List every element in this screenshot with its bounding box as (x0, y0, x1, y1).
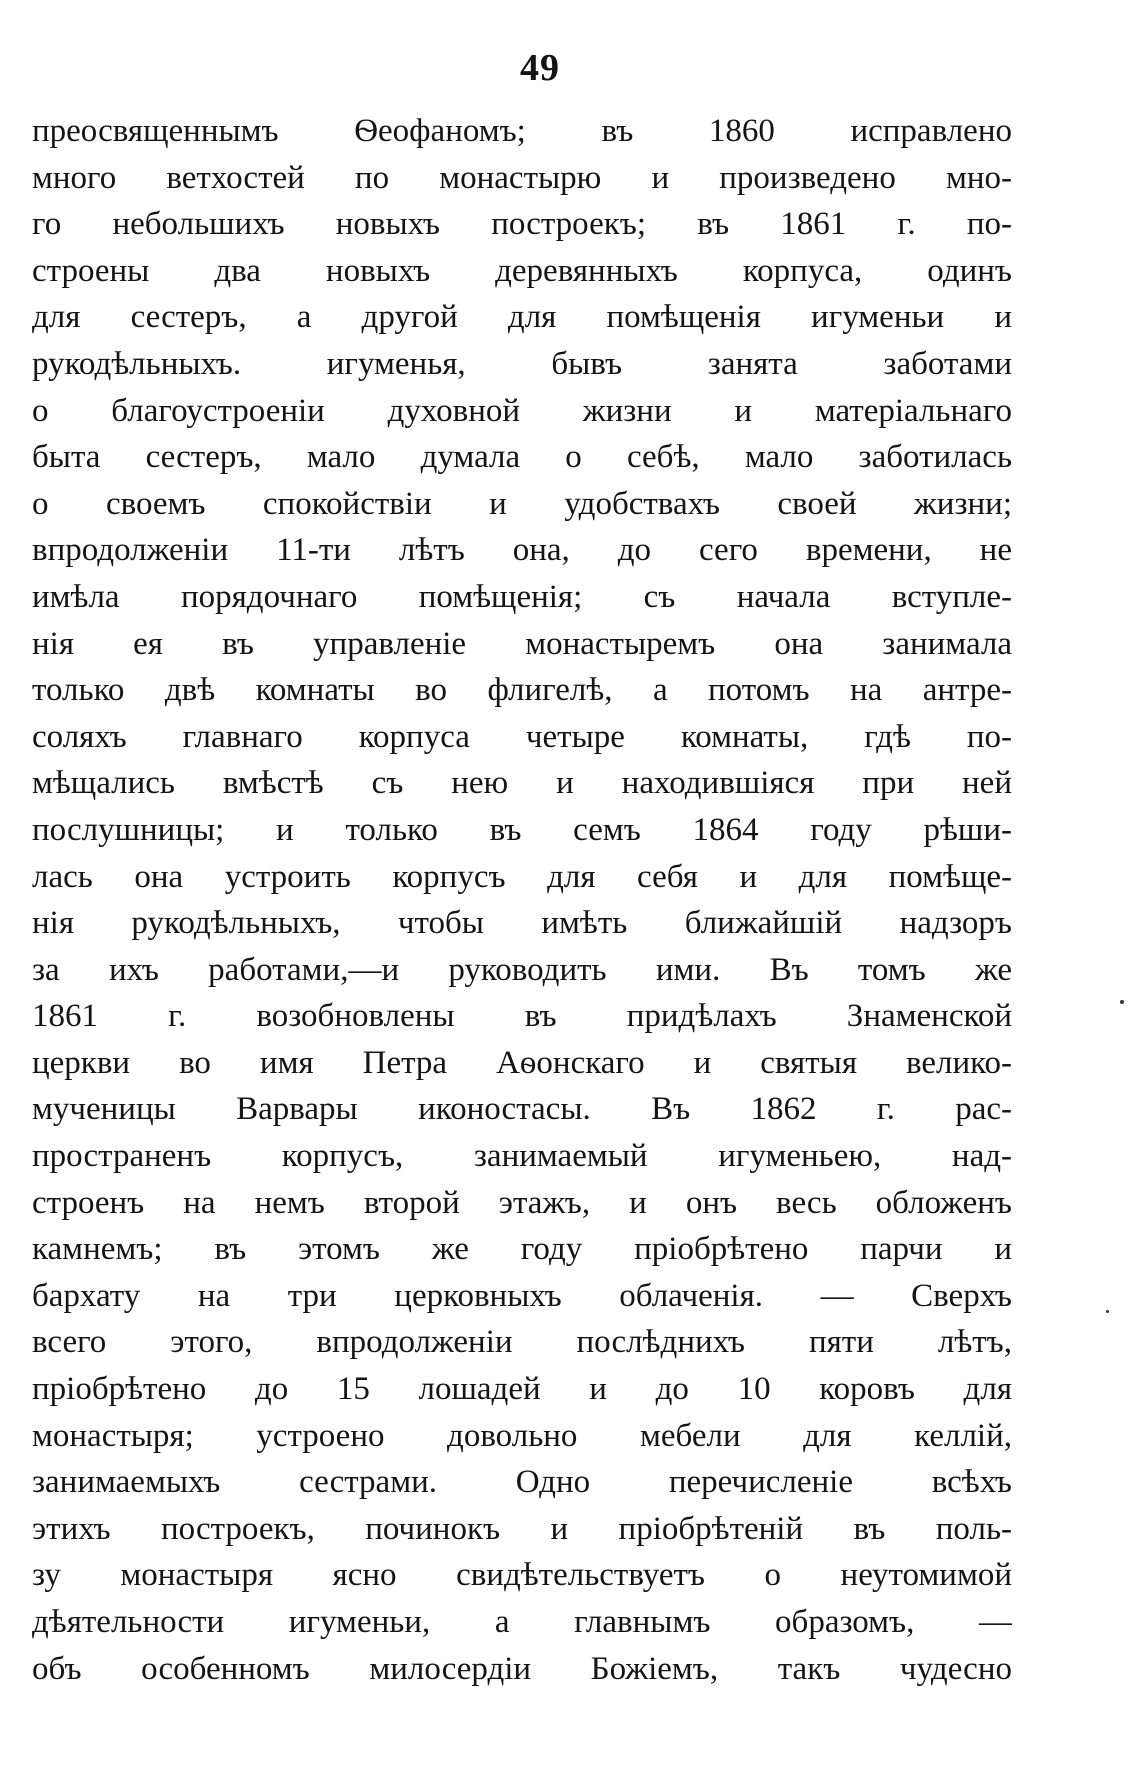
page-text (32, 108, 1012, 1692)
page-number: 49 (520, 47, 560, 89)
text-line: строены два новыхъ деревянныхъ корпуса, одинъ (32, 252, 1012, 289)
text-line: преосвященнымъ Ѳеофаномъ; въ 1860 исправлено (32, 113, 1012, 149)
text-line: занимаемыхъ сестрами. Одно перечисленіе всѣхъ (32, 1464, 1012, 1501)
text-line: монастыря; устроено довольно мебели для келлій, (32, 1417, 1012, 1454)
text-line: бархату на три церковныхъ облаченія. — Сверхъ (32, 1277, 1012, 1314)
text-line: этихъ построекъ, починокъ и пріобрѣтеній въ поль- (32, 1510, 1012, 1547)
text-line: имѣла порядочнаго помѣщенія; съ начала вступле- (32, 578, 1012, 615)
text-line: дѣятельности игуменьи, а главнымъ образомъ, — (32, 1604, 1012, 1640)
text-line: всего этого, впродолженіи послѣднихъ пяти лѣтъ, (32, 1324, 1012, 1361)
text-line: впродолженіи 11-ти лѣтъ она, до сего времени, не (32, 532, 1012, 569)
text-line: рукодѣльныхъ. игуменья, бывъ занята заботами (32, 345, 1012, 382)
text-line: 1861 г. возобновлены въ придѣлахъ Знаменской (32, 998, 1012, 1035)
scan-speck (1120, 1000, 1124, 1004)
text-line: пространенъ корпусъ, занимаемый игуменьею, над- (32, 1138, 1012, 1175)
text-line: соляхъ главнаго корпуса четыре комнаты, гдѣ по- (32, 718, 1012, 755)
text-line: го небольшихъ новыхъ построекъ; въ 1861 г. по- (32, 206, 1012, 243)
text-line: послушницы; и только въ семъ 1864 году рѣши- (32, 811, 1012, 848)
text-line: объ особенномъ милосердіи Божіемъ, такъ чудесно (32, 1650, 1012, 1687)
text-line: о своемъ спокойствіи и удобствахъ своей жизни; (32, 485, 1012, 522)
text-line: мѣщались вмѣстѣ съ нею и находившіяся при ней (32, 765, 1012, 802)
text-line: много ветхостей по монастырю и произведено мно- (32, 159, 1012, 196)
text-line: о благоустроеніи духовной жизни и матеріальнаго (32, 392, 1012, 429)
text-line: лась она устроить корпусъ для себя и для помѣще- (32, 858, 1012, 895)
text-line: нія рукодѣльныхъ, чтобы имѣть ближайшій надзоръ (32, 905, 1012, 942)
text-line: быта сестеръ, мало думала о себѣ, мало заботилась (32, 439, 1012, 476)
text-line: зу монастыря ясно свидѣтельствуетъ о неутомимой (32, 1557, 1012, 1594)
text-line: камнемъ; въ этомъ же году пріобрѣтено парчи и (32, 1231, 1012, 1268)
text-line: строенъ на немъ второй этажъ, и онъ весь обложенъ (32, 1184, 1012, 1221)
scan-speck (1106, 1310, 1109, 1313)
text-line: только двѣ комнаты во флигелѣ, а потомъ на антре- (32, 672, 1012, 709)
text-line: мученицы Варвары иконостасы. Въ 1862 г. рас- (32, 1091, 1012, 1128)
text-line: за ихъ работами,—и руководить ими. Въ томъ же (32, 951, 1012, 988)
text-line: нія ея въ управленіе монастыремъ она занимала (32, 625, 1012, 662)
text-line: для сестеръ, а другой для помѣщенія игуменьи и (32, 299, 1012, 336)
text-line: пріобрѣтено до 15 лошадей и до 10 коровъ для (32, 1371, 1012, 1408)
text-line: церкви во имя Петра Аѳонскаго и святыя велико- (32, 1044, 1012, 1081)
